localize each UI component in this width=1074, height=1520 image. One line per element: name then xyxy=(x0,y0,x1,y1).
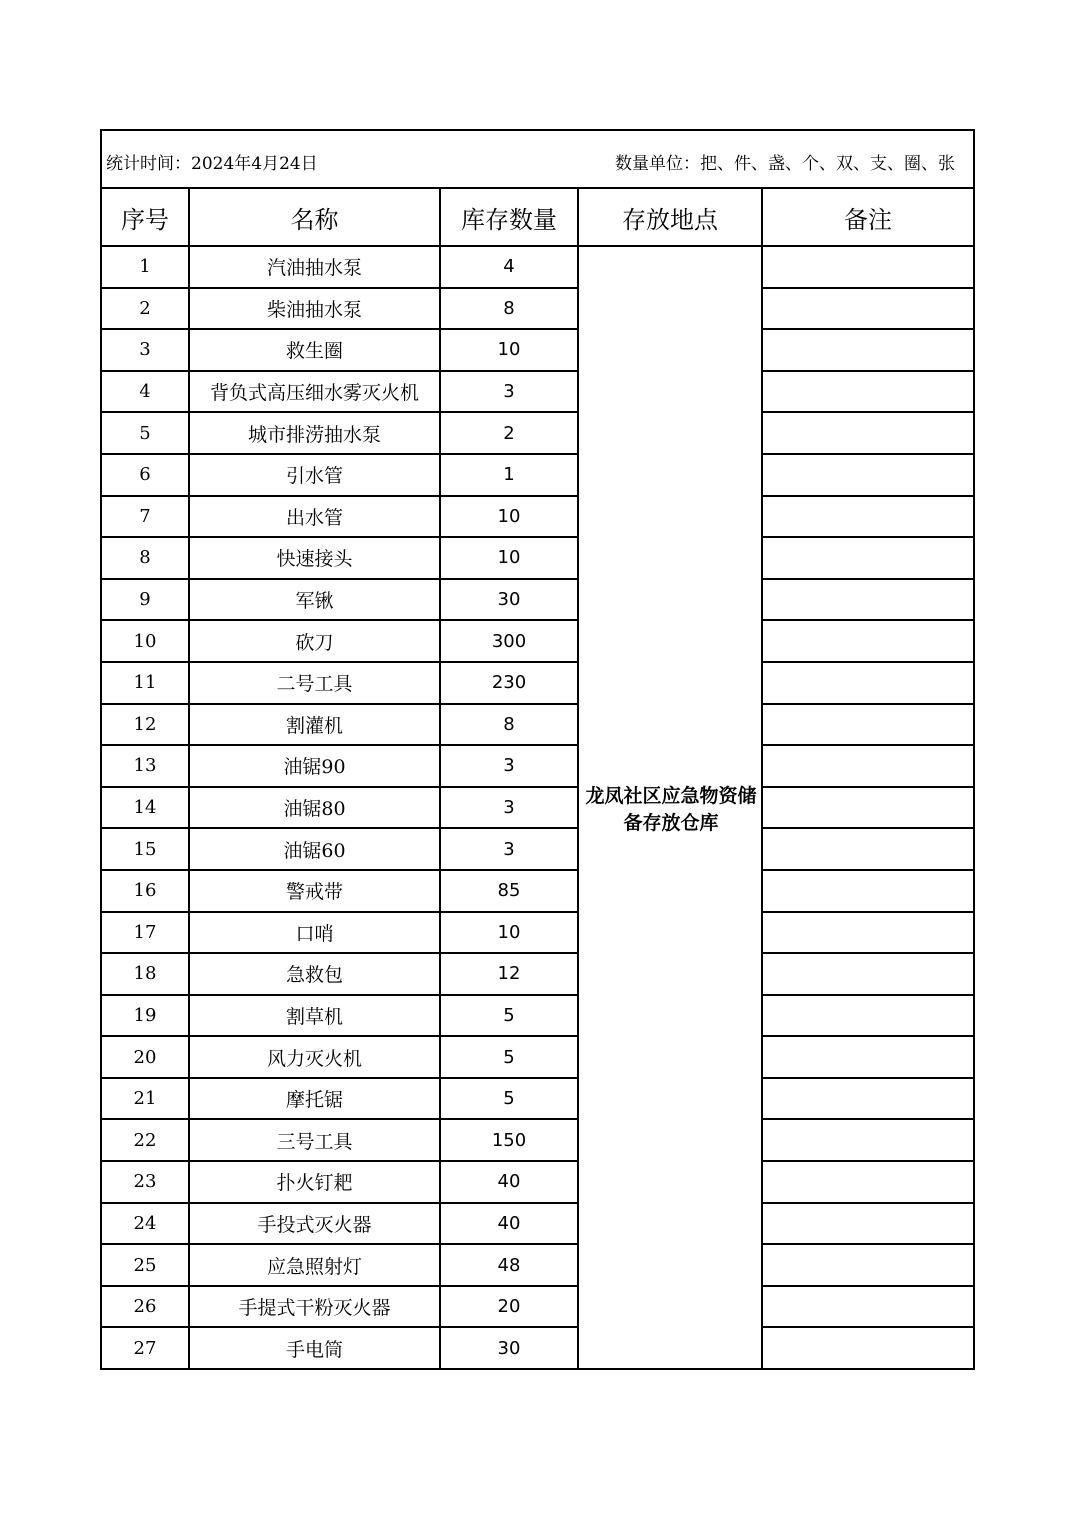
header-name: 名称 xyxy=(189,188,440,246)
item-index: 18 xyxy=(101,953,189,995)
table-row xyxy=(101,953,974,995)
item-name: 三号工具 xyxy=(189,1119,440,1161)
item-name: 扑火钉耙 xyxy=(189,1161,440,1203)
item-index: 14 xyxy=(101,787,189,829)
item-name: 摩托锯 xyxy=(189,1078,440,1120)
item-name: 柴油抽水泵 xyxy=(189,288,440,330)
table-row xyxy=(101,912,974,954)
item-index: 21 xyxy=(101,1078,189,1120)
item-index: 25 xyxy=(101,1244,189,1286)
item-quantity: 2 xyxy=(440,412,578,454)
item-remark xyxy=(762,1036,974,1078)
storage-location-text: 龙凤社区应急物资储备存放仓库 xyxy=(585,784,757,834)
item-name: 手投式灭火器 xyxy=(189,1203,440,1245)
item-index: 11 xyxy=(101,662,189,704)
item-remark xyxy=(762,870,974,912)
item-index: 15 xyxy=(101,828,189,870)
item-quantity: 150 xyxy=(440,1119,578,1161)
item-remark xyxy=(762,787,974,829)
item-quantity: 10 xyxy=(440,537,578,579)
item-name: 背负式高压细水雾灭火机 xyxy=(189,371,440,413)
item-name: 割草机 xyxy=(189,995,440,1037)
item-index: 19 xyxy=(101,995,189,1037)
item-remark xyxy=(762,454,974,496)
item-index: 10 xyxy=(101,620,189,662)
table-row xyxy=(101,704,974,746)
item-name: 二号工具 xyxy=(189,662,440,704)
item-remark xyxy=(762,579,974,621)
inventory-sheet xyxy=(100,129,973,1370)
item-remark xyxy=(762,1119,974,1161)
item-remark xyxy=(762,1078,974,1120)
item-quantity: 10 xyxy=(440,329,578,371)
table-row xyxy=(101,1036,974,1078)
table-row xyxy=(101,1078,974,1120)
item-remark xyxy=(762,953,974,995)
item-remark xyxy=(762,329,974,371)
item-name: 手提式干粉灭火器 xyxy=(189,1286,440,1328)
table-row xyxy=(101,1286,974,1328)
item-name: 油锯60 xyxy=(189,828,440,870)
item-index: 2 xyxy=(101,288,189,330)
storage-location xyxy=(578,246,762,1369)
item-name: 油锯80 xyxy=(189,787,440,829)
item-quantity: 30 xyxy=(440,579,578,621)
table-row xyxy=(101,662,974,704)
table-row xyxy=(101,787,974,829)
table-row xyxy=(101,1244,974,1286)
table-row xyxy=(101,579,974,621)
meta-row xyxy=(101,130,974,188)
item-remark xyxy=(762,1161,974,1203)
item-quantity: 20 xyxy=(440,1286,578,1328)
meta-cell xyxy=(101,130,974,188)
item-quantity: 48 xyxy=(440,1244,578,1286)
table-row xyxy=(101,1203,974,1245)
item-remark xyxy=(762,912,974,954)
item-remark xyxy=(762,371,974,413)
item-index: 5 xyxy=(101,412,189,454)
item-quantity: 40 xyxy=(440,1161,578,1203)
item-remark xyxy=(762,745,974,787)
item-name: 汽油抽水泵 xyxy=(189,246,440,288)
item-remark xyxy=(762,1244,974,1286)
item-remark xyxy=(762,620,974,662)
header-remarks: 备注 xyxy=(762,188,974,246)
item-quantity: 1 xyxy=(440,454,578,496)
item-index: 1 xyxy=(101,246,189,288)
item-index: 16 xyxy=(101,870,189,912)
item-index: 12 xyxy=(101,704,189,746)
item-index: 23 xyxy=(101,1161,189,1203)
item-remark xyxy=(762,1327,974,1369)
item-index: 8 xyxy=(101,537,189,579)
item-name: 应急照射灯 xyxy=(189,1244,440,1286)
item-quantity: 30 xyxy=(440,1327,578,1369)
table-row xyxy=(101,412,974,454)
item-quantity: 3 xyxy=(440,745,578,787)
item-quantity: 4 xyxy=(440,246,578,288)
item-index: 27 xyxy=(101,1327,189,1369)
table-row xyxy=(101,620,974,662)
item-name: 风力灭火机 xyxy=(189,1036,440,1078)
item-index: 4 xyxy=(101,371,189,413)
item-name: 出水管 xyxy=(189,496,440,538)
table-row xyxy=(101,537,974,579)
item-quantity: 10 xyxy=(440,496,578,538)
item-name: 砍刀 xyxy=(189,620,440,662)
item-name: 割灌机 xyxy=(189,704,440,746)
item-index: 17 xyxy=(101,912,189,954)
header-row xyxy=(101,188,974,246)
item-remark xyxy=(762,1286,974,1328)
table-row xyxy=(101,1327,974,1369)
table-row xyxy=(101,454,974,496)
item-remark xyxy=(762,995,974,1037)
item-quantity: 8 xyxy=(440,704,578,746)
header-index: 序号 xyxy=(101,188,189,246)
item-quantity: 5 xyxy=(440,1078,578,1120)
item-quantity: 3 xyxy=(440,371,578,413)
item-quantity: 3 xyxy=(440,828,578,870)
item-quantity: 85 xyxy=(440,870,578,912)
table-row xyxy=(101,828,974,870)
item-quantity: 5 xyxy=(440,995,578,1037)
item-quantity: 8 xyxy=(440,288,578,330)
table-row xyxy=(101,371,974,413)
item-name: 急救包 xyxy=(189,953,440,995)
item-name: 警戒带 xyxy=(189,870,440,912)
table-row xyxy=(101,288,974,330)
item-index: 6 xyxy=(101,454,189,496)
table-row xyxy=(101,995,974,1037)
item-quantity: 12 xyxy=(440,953,578,995)
item-name: 口哨 xyxy=(189,912,440,954)
item-index: 22 xyxy=(101,1119,189,1161)
item-index: 20 xyxy=(101,1036,189,1078)
stat-time: 统计时间：2024年4月24日 xyxy=(106,153,318,174)
item-index: 24 xyxy=(101,1203,189,1245)
quantity-units: 数量单位：把、件、盏、个、双、支、圈、张 xyxy=(615,153,956,174)
item-index: 13 xyxy=(101,745,189,787)
item-name: 军锹 xyxy=(189,579,440,621)
item-name: 引水管 xyxy=(189,454,440,496)
item-name: 快速接头 xyxy=(189,537,440,579)
item-quantity: 40 xyxy=(440,1203,578,1245)
table-row xyxy=(101,870,974,912)
table-row xyxy=(101,246,974,288)
item-index: 9 xyxy=(101,579,189,621)
table-row xyxy=(101,1119,974,1161)
item-remark xyxy=(762,704,974,746)
item-remark xyxy=(762,828,974,870)
table-row xyxy=(101,496,974,538)
item-index: 3 xyxy=(101,329,189,371)
table-row xyxy=(101,1161,974,1203)
item-quantity: 10 xyxy=(440,912,578,954)
header-quantity: 库存数量 xyxy=(440,188,578,246)
header-location: 存放地点 xyxy=(578,188,762,246)
item-quantity: 230 xyxy=(440,662,578,704)
item-index: 7 xyxy=(101,496,189,538)
inventory-table xyxy=(100,129,975,1370)
item-index: 26 xyxy=(101,1286,189,1328)
item-quantity: 5 xyxy=(440,1036,578,1078)
item-quantity: 300 xyxy=(440,620,578,662)
table-row xyxy=(101,329,974,371)
item-name: 救生圈 xyxy=(189,329,440,371)
item-remark xyxy=(762,412,974,454)
item-name: 手电筒 xyxy=(189,1327,440,1369)
item-remark xyxy=(762,662,974,704)
item-remark xyxy=(762,246,974,288)
item-remark xyxy=(762,496,974,538)
table-row xyxy=(101,745,974,787)
item-name: 油锯90 xyxy=(189,745,440,787)
item-remark xyxy=(762,1203,974,1245)
item-remark xyxy=(762,288,974,330)
item-name: 城市排涝抽水泵 xyxy=(189,412,440,454)
item-remark xyxy=(762,537,974,579)
item-quantity: 3 xyxy=(440,787,578,829)
